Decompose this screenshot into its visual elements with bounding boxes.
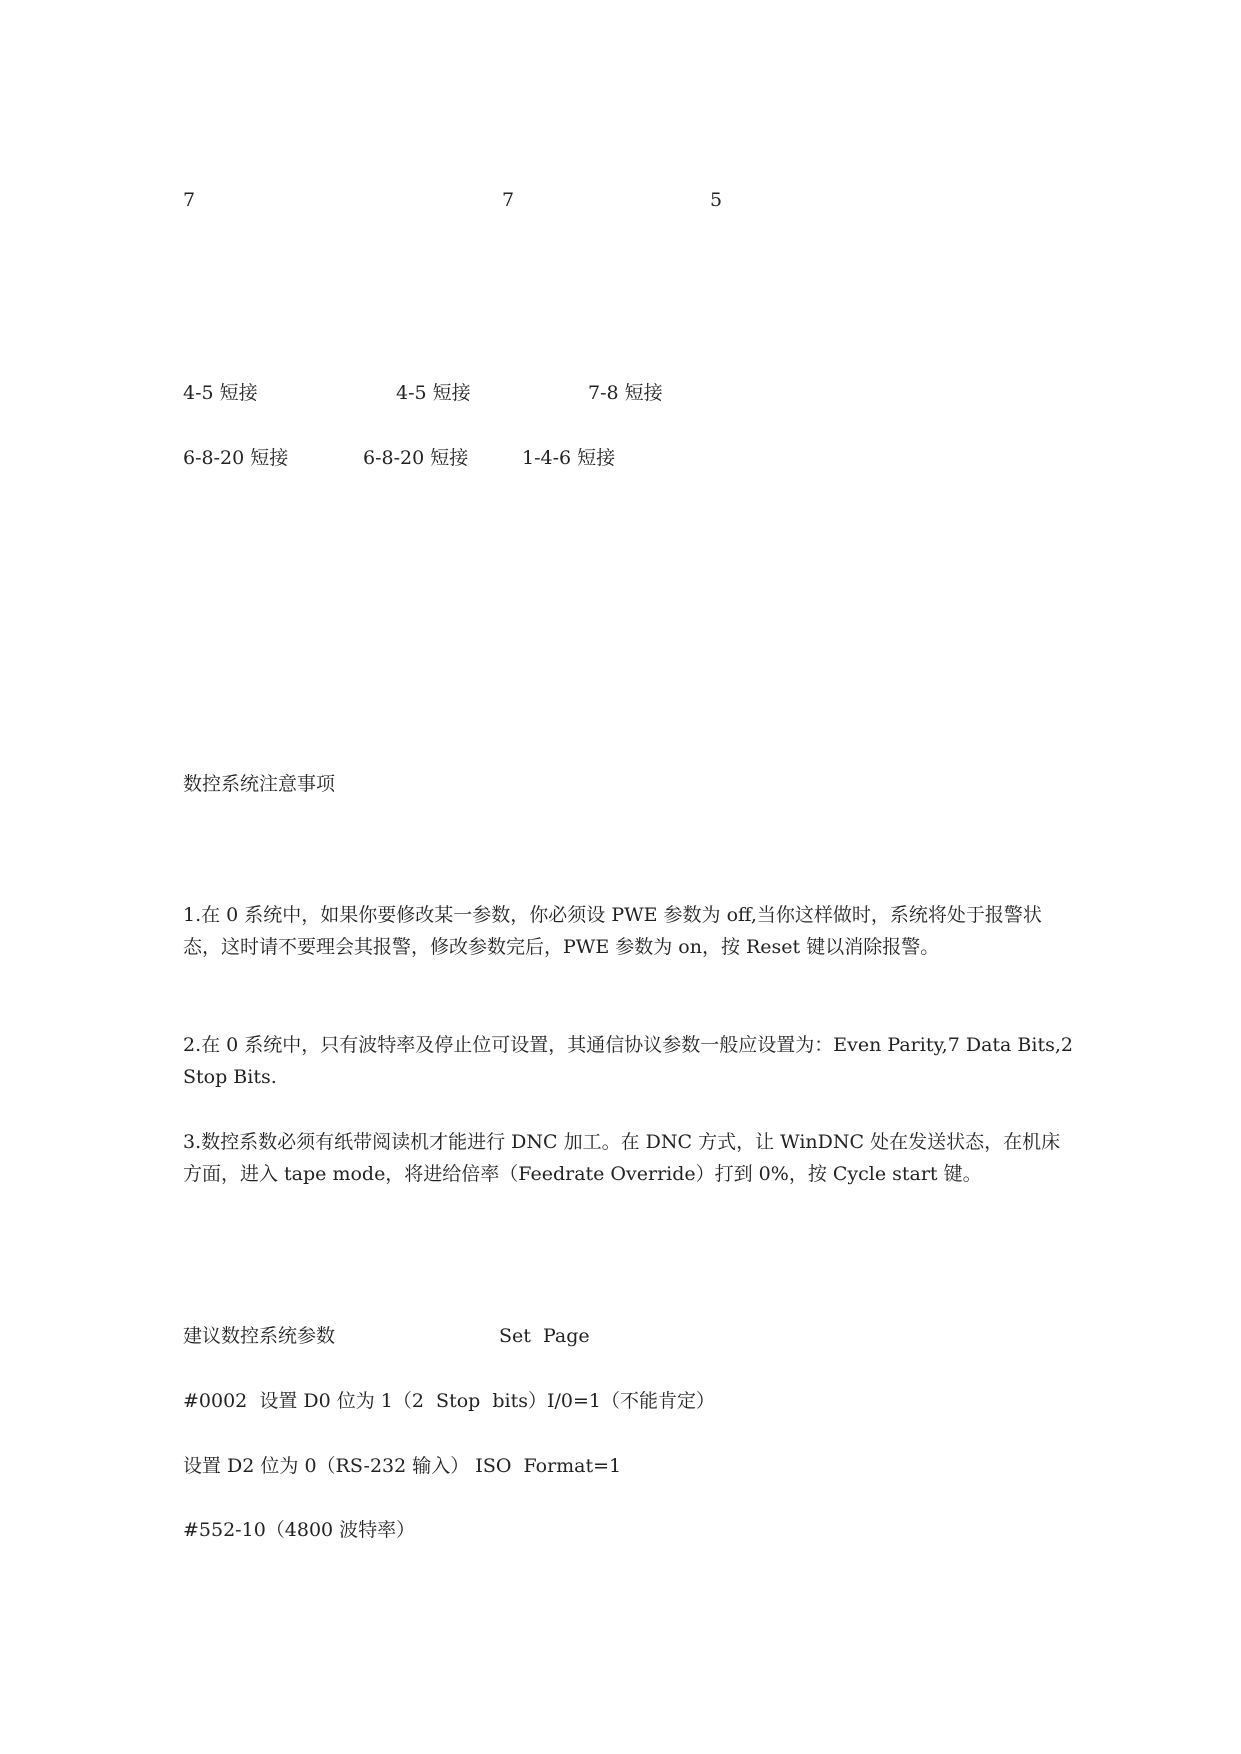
header-number-2: 7: [502, 189, 515, 211]
jumper-row2-col2: 6-8-20 短接: [363, 447, 469, 469]
jumper-row2-col1: 6-8-20 短接: [183, 447, 289, 469]
params-title: 建议数控系统参数: [183, 1325, 336, 1347]
header-number-3: 5: [710, 189, 723, 211]
jumper-row1-col1: 4-5 短接: [183, 382, 258, 404]
param-line-2: 设置 D2 位为 0（RS-232 输入） ISO Format=1: [183, 1455, 622, 1477]
param-line-1: #0002 设置 D0 位为 1（2 Stop bits）I/0=1（不能肯定）: [183, 1390, 716, 1412]
params-page-label: Set Page: [499, 1325, 590, 1347]
note-1: 1.在 0 系统中，如果你要修改某一参数，你必须设 PWE 参数为 off,当你这样做时，系统将处于报警状态，这时请不要理会其报警，修改参数完后，PWE 参数为 on，按 Reset 键以消除报警。: [183, 904, 1042, 958]
header-number-1: 7: [183, 189, 196, 211]
note-3: 3.数控系数必须有纸带阅读机才能进行 DNC 加工。在 DNC 方式，让 WinDNC 处在发送状态，在机床方面，进入 tape mode，将进给倍率（Feedrate Override）打到 0%，按 Cycle start 键。: [183, 1131, 1061, 1185]
param-line-3: #552-10（4800 波特率）: [183, 1519, 416, 1541]
note-2: 2.在 0 系统中，只有波特率及停止位可设置，其通信协议参数一般应设置为：Even Parity,7 Data Bits,2 Stop Bits.: [183, 1034, 1073, 1088]
jumper-row1-col2: 4-5 短接: [396, 382, 471, 404]
notes-title: 数控系统注意事项: [183, 773, 336, 795]
jumper-row2-col3: 1-4-6 短接: [522, 447, 616, 469]
jumper-row1-col3: 7-8 短接: [588, 382, 663, 404]
